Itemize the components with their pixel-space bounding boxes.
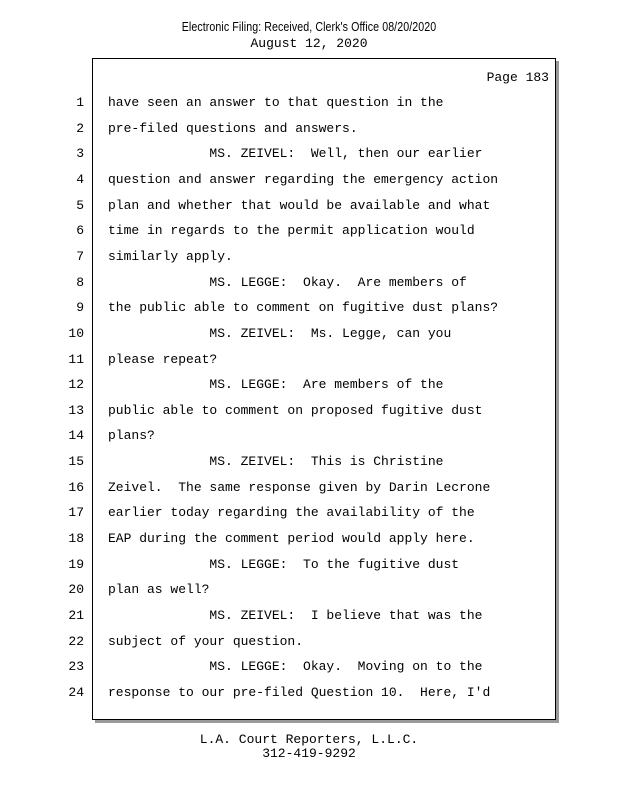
transcript-line: plan as well? <box>108 582 210 597</box>
line-number: 4 <box>76 172 84 187</box>
line-number: 13 <box>68 403 84 418</box>
transcript-line: similarly apply. <box>108 249 233 264</box>
line-number: 9 <box>76 300 84 315</box>
line-number: 2 <box>76 121 84 136</box>
line-number: 16 <box>68 480 84 495</box>
line-number: 23 <box>68 659 84 674</box>
line-number: 14 <box>68 428 84 443</box>
line-number: 5 <box>76 198 84 213</box>
line-number: 21 <box>68 608 84 623</box>
line-number: 10 <box>68 326 84 341</box>
reporter-company: L.A. Court Reporters, L.L.C. <box>199 732 419 747</box>
transcript-line: time in regards to the permit application would <box>108 223 475 238</box>
transcript-line: plans? <box>108 428 155 443</box>
line-number: 7 <box>76 249 84 264</box>
transcript-line: question and answer regarding the emergency action <box>108 172 499 187</box>
line-number: 15 <box>68 454 84 469</box>
line-number: 3 <box>76 146 84 161</box>
transcript-line: MS. LEGGE: Okay. Are members of <box>108 275 467 290</box>
transcript-line: EAP during the comment period would apply here. <box>108 531 475 546</box>
transcript-line: public able to comment on proposed fugitive dust <box>108 403 483 418</box>
hearing-date: August 12, 2020 <box>250 36 368 51</box>
transcript-line: MS. ZEIVEL: I believe that was the <box>108 608 483 623</box>
line-number: 24 <box>68 685 84 700</box>
filing-stamp: Electronic Filing: Received, Clerk's Office 08/20/2020 <box>181 20 437 34</box>
transcript-line: please repeat? <box>108 352 218 367</box>
transcript-line: MS. LEGGE: To the fugitive dust <box>108 557 460 572</box>
transcript-line: pre-filed questions and answers. <box>108 121 358 136</box>
transcript-line: MS. LEGGE: Okay. Moving on to the <box>108 659 483 674</box>
transcript-line: MS. ZEIVEL: Ms. Legge, can you <box>108 326 452 341</box>
transcript-line: response to our pre-filed Question 10. Here, I'd <box>108 685 491 700</box>
line-number: 20 <box>68 582 84 597</box>
transcript-line: Zeivel. The same response given by Darin Lecrone <box>108 480 491 495</box>
transcript-line: have seen an answer to that question in the <box>108 95 444 110</box>
reporter-phone: 312-419-9292 <box>262 746 356 761</box>
line-number: 1 <box>76 95 84 110</box>
line-number: 18 <box>68 531 84 546</box>
transcript-line: the public able to comment on fugitive dust plans? <box>108 300 499 315</box>
line-number: 12 <box>68 377 84 392</box>
line-number: 19 <box>68 557 84 572</box>
line-number: 6 <box>76 223 84 238</box>
transcript-line: earlier today regarding the availability of the <box>108 505 475 520</box>
page-number: Page 183 <box>486 70 549 85</box>
transcript-line: plan and whether that would be available and what <box>108 198 491 213</box>
transcript-line: MS. LEGGE: Are members of the <box>108 377 444 392</box>
transcript-line: subject of your question. <box>108 634 304 649</box>
transcript-line: MS. ZEIVEL: Well, then our earlier <box>108 146 483 161</box>
line-number: 8 <box>76 275 84 290</box>
line-number: 17 <box>68 505 84 520</box>
line-number: 11 <box>68 352 84 367</box>
transcript-line: MS. ZEIVEL: This is Christine <box>108 454 444 469</box>
line-number: 22 <box>68 634 84 649</box>
